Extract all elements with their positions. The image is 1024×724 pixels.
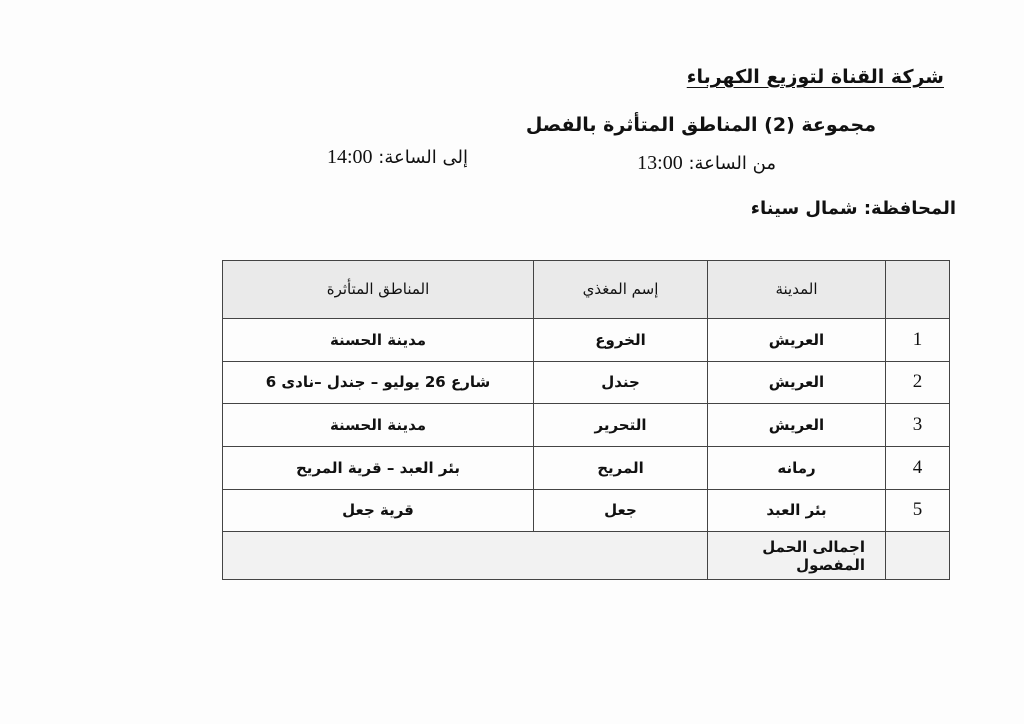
header-cell-city: المدينة	[708, 261, 886, 319]
city-cell: بئر العبد	[708, 489, 886, 532]
from-time: 13:00	[637, 152, 683, 174]
areas-cell: قرية جعل	[223, 489, 534, 532]
table-row	[223, 446, 950, 489]
total-index-cell	[886, 532, 950, 580]
company-name: شركة القناة لتوزيع الكهرباء	[686, 66, 944, 88]
to-time: 14:00	[327, 146, 373, 168]
areas-cell: مدينة الحسنة	[223, 318, 534, 361]
row-number: 3	[886, 404, 950, 447]
areas-cell: شارع 26 يوليو – جندل –نادى 6	[223, 361, 534, 404]
row-number: 5	[886, 489, 950, 532]
feeder-cell: المريح	[534, 446, 708, 489]
from-time-line	[637, 152, 776, 175]
table-row	[223, 404, 950, 447]
header-cell-areas: المناطق المتأثرة	[223, 261, 534, 319]
to-label: إلى الساعة:	[378, 147, 468, 168]
row-number: 2	[886, 361, 950, 404]
group-title: مجموعة (2) المناطق المتأثرة بالفصل	[525, 114, 876, 136]
from-label: من الساعة:	[688, 153, 776, 174]
table-header-row	[223, 261, 950, 319]
to-time-line	[327, 146, 468, 169]
feeder-cell: جندل	[534, 361, 708, 404]
city-cell: العريش	[708, 404, 886, 447]
row-number: 4	[886, 446, 950, 489]
table-row	[223, 361, 950, 404]
total-row	[223, 532, 950, 580]
feeder-cell: التحرير	[534, 404, 708, 447]
total-load-value-cell	[223, 532, 708, 580]
row-number: 1	[886, 318, 950, 361]
city-cell: العريش	[708, 318, 886, 361]
governorate-label: المحافظة: شمال سيناء	[750, 198, 956, 219]
total-load-label: اجمالى الحمل المفصول	[708, 532, 886, 580]
city-cell: رمانه	[708, 446, 886, 489]
header-cell-index	[886, 261, 950, 319]
city-cell: العريش	[708, 361, 886, 404]
table-row	[223, 489, 950, 532]
areas-cell: بئر العبد – قرية المريح	[223, 446, 534, 489]
affected-areas-table	[222, 260, 950, 580]
header-cell-feeder: إسم المغذي	[534, 261, 708, 319]
table-row	[223, 318, 950, 361]
areas-cell: مدينة الحسنة	[223, 404, 534, 447]
feeder-cell: جعل	[534, 489, 708, 532]
feeder-cell: الخروع	[534, 318, 708, 361]
